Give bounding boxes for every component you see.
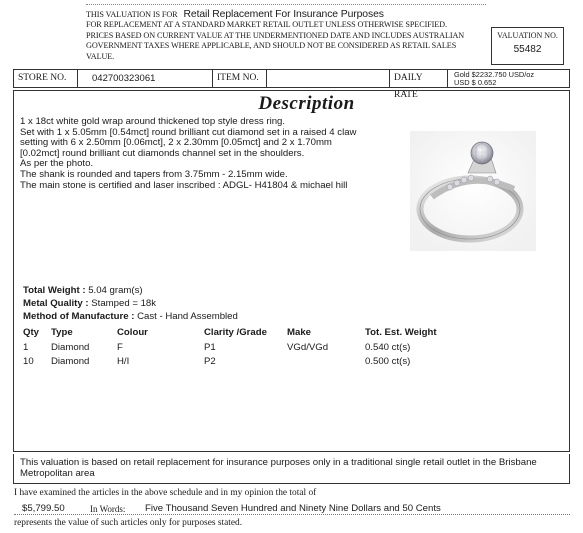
cell-qty: 10 (23, 356, 34, 367)
valuation-number-box (491, 27, 564, 65)
col-type: Type (51, 327, 73, 338)
cell-type: Diamond (51, 342, 90, 353)
store-row (13, 69, 570, 100)
description-line: 1 x 18ct white gold wrap around thickened top style dress ring. (20, 116, 286, 127)
description-line: setting with 6 x 2.50mm [0.06mct], 2 x 2.30mm [0.05mct] and 2 x 1.70mm (20, 137, 332, 149)
cell-clarity: P1 (204, 342, 216, 353)
usd-rate: USD $ 0.652 (454, 78, 497, 87)
method-row (23, 311, 238, 322)
valuation-number-label: VALUATION NO. (497, 31, 558, 40)
header-line4: GOVERNMENT TAXES WHERE APPLICABLE, AND SHOULD NOT BE CONSIDERED AS RETAIL SALES VALUE. (86, 41, 457, 61)
store-number-value: 042700323061 (78, 70, 213, 87)
description-title: Description (258, 93, 355, 114)
total-weight-label: Total Weight : (23, 285, 86, 296)
valuation-number: 55482 (513, 44, 542, 55)
description-line: Set with 1 x 5.05mm [0.54mct] round brilliant cut diamond set in a raised 4 claw (20, 126, 357, 138)
ring-photo (410, 131, 536, 251)
cell-weight: 0.540 ct(s) (365, 342, 411, 353)
header-line1-prefix: THIS VALUATION IS FOR (86, 10, 178, 19)
description-line: The main stone is certified and laser inscribed : ADGL- H41804 & michael hill (20, 179, 348, 191)
cell-weight: 0.500 ct(s) (365, 356, 411, 367)
method-label: Method of Manufacture : (23, 311, 135, 322)
description-line: The shank is rounded and tapers from 3.75mm - 2.15mm wide. (20, 168, 288, 180)
description-box (13, 90, 570, 452)
cell-colour: H/I (117, 356, 130, 367)
col-make: Make (287, 327, 311, 338)
col-colour: Colour (117, 327, 148, 338)
description-line: [0.02mct] round brilliant cut diamonds channel set in the shoulders. (20, 147, 305, 159)
amount-in-words: Five Thousand Seven Hundred and Ninety Nine Dollars and 50 Cents (145, 503, 441, 514)
header-line3: PRICES BASED ON CURRENT VALUE AT THE UNDERMENTIONED DATE AND INCLUDES AUSTRALIAN (86, 30, 465, 40)
item-number-label: ITEM NO. (213, 70, 267, 87)
col-clarity: Clarity /Grade (204, 327, 267, 338)
total-weight-row (23, 285, 143, 296)
valuation-footnote: This valuation is based on retail replacement for insurance purposes only in a traditional single retail outlet in the Brisbane Metropolitan area (13, 454, 570, 484)
description-line: As per the photo. (20, 158, 94, 170)
metal-quality-value: Stamped = 18k (91, 298, 157, 309)
metal-quality-label: Metal Quality : (23, 298, 89, 309)
method-value: Cast - Hand Assembled (137, 311, 238, 322)
col-weight: Tot. Est. Weight (365, 327, 437, 338)
cell-clarity: P2 (204, 356, 216, 367)
total-amount: $5,799.50 (22, 503, 65, 514)
store-number-label: STORE NO. (14, 70, 78, 87)
header-line2: FOR REPLACEMENT AT A STANDARD MARKET RETAIL OUTLET UNLESS OTHERWISE SPECIFIED. (86, 20, 447, 30)
amount-line (14, 503, 570, 515)
cell-type: Diamond (51, 356, 90, 367)
valuation-purpose: Retail Replacement For Insurance Purposes (183, 9, 384, 20)
cell-make: VGd/VGd (287, 342, 329, 353)
represents-statement: represents the value of such articles only for purposes stated. (14, 518, 243, 528)
gold-rate: Gold $2232.750 USD/oz (454, 70, 535, 79)
col-qty: Qty (23, 327, 39, 338)
item-number-value (267, 70, 390, 87)
metal-quality-row (23, 298, 156, 309)
cell-colour: F (117, 342, 123, 353)
examined-statement: I have examined the articles in the above schedule and in my opinion the total of (14, 488, 317, 498)
valuation-header (86, 10, 486, 62)
daily-rate-value (448, 70, 570, 87)
description-text (20, 117, 420, 191)
cell-qty: 1 (23, 342, 29, 353)
total-weight-value: 5.04 gram(s) (88, 285, 143, 296)
daily-rate-label: DAILY RATE (390, 70, 448, 87)
in-words-label: In Words: (90, 504, 126, 514)
top-dotted-rule (86, 4, 486, 5)
